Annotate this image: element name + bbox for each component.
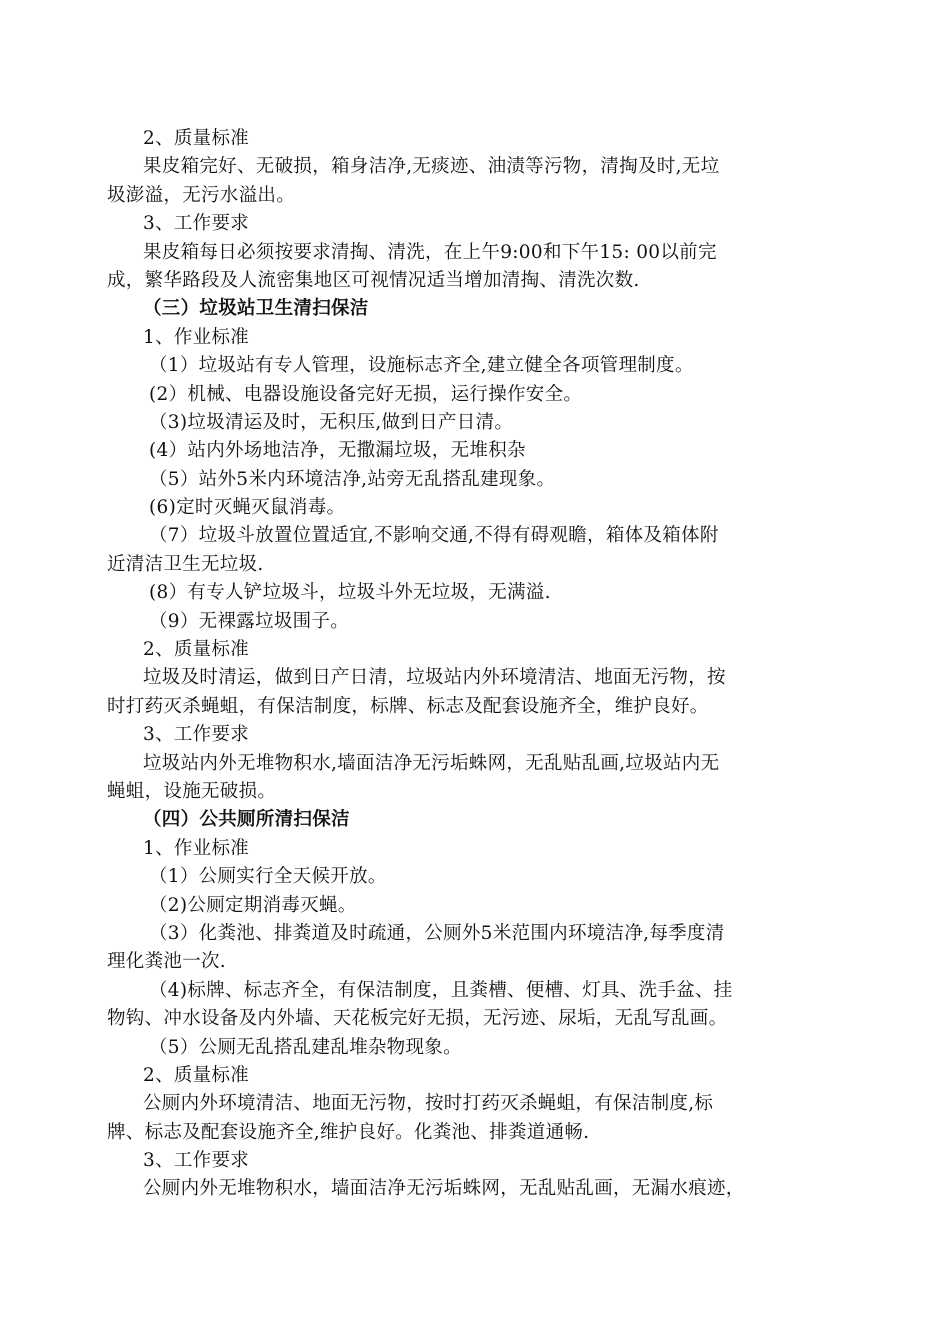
list-item-continuation: 物钩、冲水设备及内外墙、天花板完好无损，无污迹、尿垢，无乱写乱画。 [107, 1008, 728, 1030]
list-item: (2）机械、电器设施设备完好无损，运行操作安全。 [149, 383, 583, 405]
subheading-operation-standard: 1、作业标准 [143, 837, 250, 859]
section-heading-garbage-station: （三）垃圾站卫生清扫保洁 [143, 298, 369, 320]
list-item: （5）公厕无乱搭乱建乱堆杂物现象。 [149, 1036, 462, 1058]
list-item: （5）站外5米内环境洁净,站旁无乱搭乱建现象。 [149, 468, 556, 490]
paragraph-line: 成，繁华路段及人流密集地区可视情况适当增加清掏、清洗次数. [107, 269, 640, 291]
list-item: (6)定时灭蝇灭鼠消毒。 [149, 497, 346, 519]
document-body [107, 125, 849, 1204]
paragraph-line: 圾澎溢，无污水溢出。 [107, 184, 296, 206]
subheading-quality-standard: 2、质量标准 [143, 128, 250, 149]
section-heading-public-toilet: （四）公共厕所清扫保洁 [143, 809, 350, 831]
paragraph-line: 公厕内外环境清洁、地面无污物，按时打药灭杀蝇蛆，有保洁制度,标 [143, 1093, 714, 1115]
paragraph-line: 果皮箱每日必须按要求清掏、清洗，在上午9:00和下午15: 00以前完 [143, 241, 717, 263]
subheading-quality-standard: 2、质量标准 [143, 1064, 250, 1086]
paragraph-line: 牌、标志及配套设施齐全,维护良好。化粪池、排粪道通畅. [107, 1121, 590, 1143]
paragraph-line: 垃圾及时清运，做到日产日清，垃圾站内外环境清洁、地面无污物，按 [143, 667, 726, 689]
paragraph-line: 蝇蛆，设施无破损。 [107, 780, 277, 802]
subheading-work-requirements: 3、工作要求 [143, 724, 250, 746]
paragraph-line: 公厕内外无堆物积水，墙面洁净无污垢蛛网，无乱贴乱画，无漏水痕迹， [143, 1178, 745, 1200]
subheading-operation-standard: 1、作业标准 [143, 326, 250, 348]
paragraph-line: 垃圾站内外无堆物积水,墙面洁净无污垢蛛网，无乱贴乱画,垃圾站内无 [143, 752, 720, 774]
list-item: （2)公厕定期消毒灭蝇。 [149, 894, 357, 916]
list-item: （3)垃圾清运及时，无积压,做到日产日清。 [149, 411, 514, 433]
list-item: （7）垃圾斗放置位置适宜,不影响交通,不得有碍观瞻，箱体及箱体附 [149, 525, 719, 547]
paragraph-line: 时打药灭杀蝇蛆，有保洁制度，标牌、标志及配套设施齐全，维护良好。 [107, 695, 709, 717]
list-item: （1）垃圾站有专人管理，设施标志齐全,建立健全各项管理制度。 [149, 355, 694, 377]
list-item-continuation: 理化粪池一次. [107, 951, 226, 973]
list-item: （1）公厕实行全天候开放。 [149, 866, 387, 888]
paragraph-line: 果皮箱完好、无破损，箱身洁净,无痰迹、油渍等污物，清掏及时,无垃 [143, 156, 720, 178]
subheading-quality-standard: 2、质量标准 [143, 639, 250, 661]
list-item: (4）站内外场地洁净，无撒漏垃圾，无堆积杂 [149, 440, 526, 462]
list-item-continuation: 近清洁卫生无垃圾. [107, 553, 264, 575]
list-item: （4)标牌、标志齐全，有保洁制度，且粪槽、便槽、灯具、洗手盆、挂 [149, 979, 733, 1001]
subheading-work-requirements: 3、工作要求 [143, 213, 250, 235]
list-item: （9）无裸露垃圾围子。 [149, 610, 350, 632]
subheading-work-requirements: 3、工作要求 [143, 1150, 250, 1172]
list-item: (8）有专人铲垃圾斗，垃圾斗外无垃圾，无满溢. [149, 582, 551, 604]
list-item: （3）化粪池、排粪道及时疏通，公厕外5米范围内环境洁净,每季度清 [149, 922, 725, 944]
